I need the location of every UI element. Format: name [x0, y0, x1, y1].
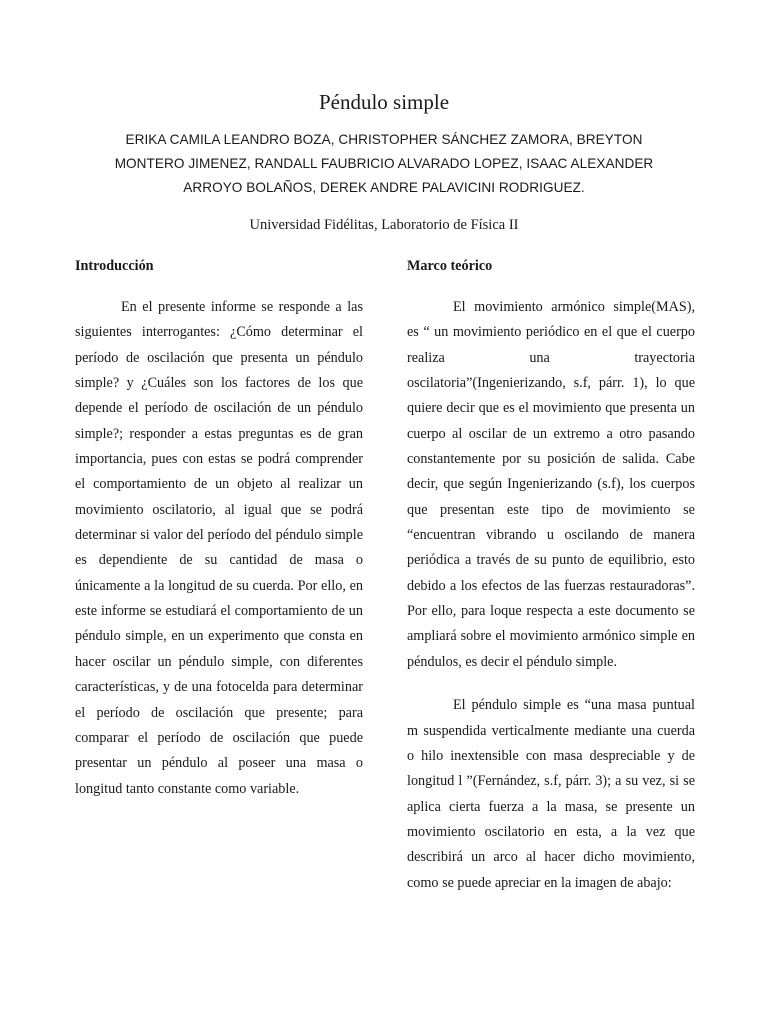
right-column — [407, 255, 695, 896]
author-list: ERIKA CAMILA LEANDRO BOZA, CHRISTOPHER SÁNCHEZ ZAMORA, BREYTON MONTERO JIMENEZ, RANDALL FAUBRICIO ALVARADO LOPEZ, ISAAC ALEXANDER ARROYO BOLAÑOS, DEREK ANDRE PALAVICINI RODRIGUEZ. — [114, 132, 654, 195]
affiliation: Universidad Fidélitas, Laboratorio de Física II — [249, 217, 519, 233]
paper-title: Péndulo simple — [318, 90, 450, 114]
left-column — [75, 255, 363, 802]
theory-paragraph-2: El péndulo simple es “una masa puntual m suspendida verticalmente mediante una cuerda o hilo inextensible con masa despreciable y de longitud l ”(Fernández, s.f, párr. 3); a su vez, si se aplica cierta fuerza a la masa, se presente un movimiento oscilatorio en esta, a la vez que describirá un arco al hacer dicho movimiento, como se puede apreciar en la imagen de abajo: — [407, 697, 695, 891]
theory-paragraph-1: El movimiento armónico simple(MAS), es “ un movimiento periódico en el que el cuerpo realiza una trayectoria oscilatoria”(Ingenierizando, s.f, párr. 1), lo que quiere decir que es el movimiento que presenta un cuerpo al oscilar de un extremo a otro pasando constantemente por su posición de salida. Cabe decir, que según Ingenierizando (s.f), los cuerpos que presentan este tipo de movimiento se “encuentran vibrando u oscilando de manera periódica a través de su punto de equilibrio, esto debido a los efectos de las fuerzas restauradoras”. Por ello, para loque respecta a este documento se ampliará sobre el movimiento armónico simple en péndulos, es decir el péndulo simple. — [407, 299, 695, 670]
theory-heading: Marco teórico — [407, 258, 493, 274]
introduction-heading: Introducción — [75, 258, 154, 274]
introduction-paragraph: En el presente informe se responde a las siguientes interrogantes: ¿Cómo determinar el período de oscilación que presenta un péndulo simple? y ¿Cuáles son los factores de los que depende el período de oscilación de un péndulo simple?; responder a estas preguntas es de gran importancia, pues con estas se podrá comprender el comportamiento de un objeto al realizar un movimiento oscilatorio, al igual que se podrá determinar si valor del período del péndulo simple es dependiente de su cantidad de masa o únicamente a la longitud de su cuerda. Por ello, en este informe se estudiará el comportamiento de un péndulo simple, en un experimento que consta en hacer oscilar un péndulo simple, con diferentes características, y de una fotocelda para determinar el período de oscilación que presente; para comparar el período de oscilación que puede presentar un péndulo al poseer una masa o longitud tanto constante como variable. — [75, 299, 363, 797]
